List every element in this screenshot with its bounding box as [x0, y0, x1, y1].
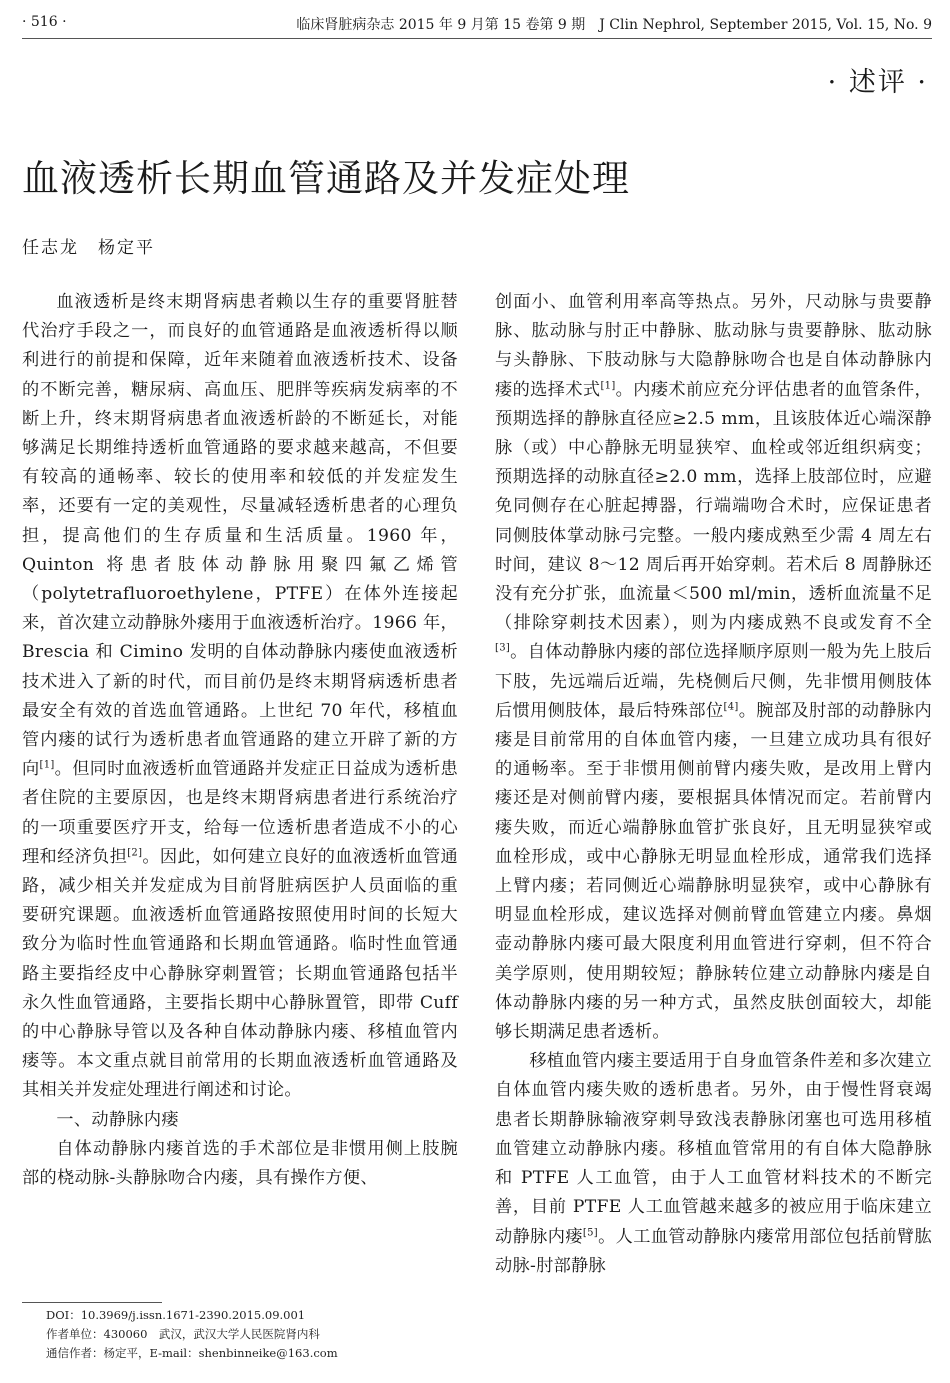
citation[interactable]: [2] — [127, 847, 143, 859]
right-column — [495, 288, 932, 1281]
doi: DOI：10.3969/j.issn.1671-2390.2015.09.001 — [46, 1308, 306, 1322]
left-column — [22, 288, 458, 1193]
running-title: 临床肾脏病杂志 2015 年 9 月第 15 卷第 9 期 J Clin Nephrol, September 2015, Vol. 15, No. 9 — [296, 17, 932, 33]
section-label: · 述评 · — [827, 67, 928, 98]
section-heading: 一、动静脉内瘘 — [56, 1109, 179, 1130]
paragraph: 移植血管内瘘主要适用于自身血管条件差和多次建立自体血管内瘘失败的透析患者。另外，由于慢性肾衰竭患者长期静脉输液穿刺导致浅表静脉闭塞也可选用移植血管建立动静脉内瘘。移植血管常用的有自体大隐静脉和 PTFE 人工血管，由于人工血管材料技术的不断完善，目前 PTFE 人工血管越来越多的被应用于临床建立动静脉内瘘[5]。人工血管动静脉内瘘常用部位包括前臂肱动脉-肘部静脉 — [495, 1051, 932, 1276]
page-header — [22, 12, 932, 34]
paragraph: 血液透析是终末期肾病患者赖以生存的重要肾脏替代治疗手段之一，而良好的血管通路是血液透析得以顺利进行的前提和保障，近年来随着血液透析技术、设备的不断完善，糖尿病、高血压、肥胖等疾病发病率的不断上升，终末期肾病患者血液透析龄的不断延长，对能够满足长期维持透析血管通路的要求越来越高，不但要有较高的通畅率、较长的使用率和较低的并发症发生率，还要有一定的美观性，尽量减轻透析患者的心理负担，提高他们的生存质量和生活质量。1960 年，Quinton 将患者肢体动静脉用聚四氟乙烯管（polytetrafluoroethylene，PTFE）在体外连接起来，首次建立动静脉外瘘用于血液透析治疗。1966 年，Brescia 和 Cimino 发明的自体动静脉内瘘使血液透析技术进入了新的时代，而目前仍是终末期肾病透析患者最安全有效的首选血管通路。上世纪 70 年代，移植血管内瘘的试行为透析患者血管通路的建立开辟了新的方向[1]。但同时血液透析血管通路并发症正日益成为透析患者住院的主要原因，也是终末期肾病患者进行系统治疗的一项重要医疗开支，给每一位透析患者造成不小的心理和经济负担[2]。因此，如何建立良好的血液透析血管通路，减少相关并发症成为目前肾脏病医护人员面临的重要研究课题。血液透析血管通路按照使用时间的长短大致分为临时性血管通路和长期血管通路。临时性血管通路主要指经皮中心静脉穿刺置管；长期血管通路包括半永久性血管通路，主要指长期中心静脉置管，即带 Cuff 的中心静脉导管以及各种自体动静脉内瘘、移植血管内瘘等。本文重点就目前常用的长期血液透析血管通路及其相关并发症处理进行阐述和讨论。 — [22, 292, 458, 1101]
authors: 任志龙 杨定平 — [22, 238, 155, 258]
correspondence: 通信作者：杨定平，E-mail：shenbinneike@163.com — [46, 1346, 338, 1360]
citation[interactable]: [3] — [495, 642, 511, 654]
citation[interactable]: [1] — [39, 759, 55, 771]
footnotes — [46, 1306, 338, 1363]
page-number: · 516 · — [22, 14, 67, 30]
header-rule — [22, 38, 932, 39]
citation[interactable]: [5] — [582, 1226, 598, 1238]
paragraph: 自体动静脉内瘘首选的手术部位是非惯用侧上肢腕部的桡动脉-头静脉吻合内瘘，具有操作方便、 — [22, 1138, 458, 1189]
article-title: 血液透析长期血管通路及并发症处理 — [22, 157, 630, 200]
footnote-rule — [22, 1302, 162, 1303]
paragraph: 创面小、血管利用率高等热点。另外，尺动脉与贵要静脉、肱动脉与肘正中静脉、肱动脉与贵要静脉、肱动脉与头静脉、下肢动脉与大隐静脉吻合也是自体动静脉内瘘的选择术式[1]。内瘘术前应充分评估患者的血管条件，预期选择的静脉直径应≥2.5 mm，且该肢体近心端深静脉（或）中心静脉无明显狭窄、血栓或邻近组织病变；预期选择的动脉直径≥2.0 mm，选择上肢部位时，应避免同侧存在心脏起搏器，行端端吻合术时，应保证患者同侧肢体掌动脉弓完整。一般内瘘成熟至少需 4 周左右时间，建议 8～12 周后再开始穿刺。若术后 8 周静脉还没有充分扩张，血流量＜500 ml/min，透析血流量不足（排除穿刺技术因素），则为内瘘成熟不良或发育不全[3]。自体动静脉内瘘的部位选择顺序原则一般为先上肢后下肢，先远端后近端，先桡侧后尺侧，先非惯用侧肢体后惯用侧肢体，最后特殊部位[4]。腕部及肘部的动静脉内瘘是目前常用的自体血管内瘘，一旦建立成功具有很好的通畅率。至于非惯用侧前臂内瘘失败，是改用上臂内瘘还是对侧前臂内瘘，要根据具体情况而定。若前臂内瘘失败，而近心端静脉血管扩张良好，且无明显狭窄或血栓形成，或中心静脉无明显血栓形成，通常我们选择上臂内瘘；若同侧近心端静脉明显狭窄，或中心静脉有明显血栓形成，建议选择对侧前臂血管建立内瘘。鼻烟壶动静脉内瘘可最大限度利用血管进行穿刺，但不符合美学原则，使用期较短；静脉转位建立动静脉内瘘是自体动静脉内瘘的另一种方式，虽然皮肤创面较大，却能够长期满足患者透析。 — [495, 292, 932, 1043]
citation[interactable]: [4] — [723, 701, 739, 713]
citation[interactable]: [1] — [600, 379, 616, 391]
affiliation: 作者单位：430060 武汉，武汉大学人民医院肾内科 — [46, 1327, 320, 1341]
